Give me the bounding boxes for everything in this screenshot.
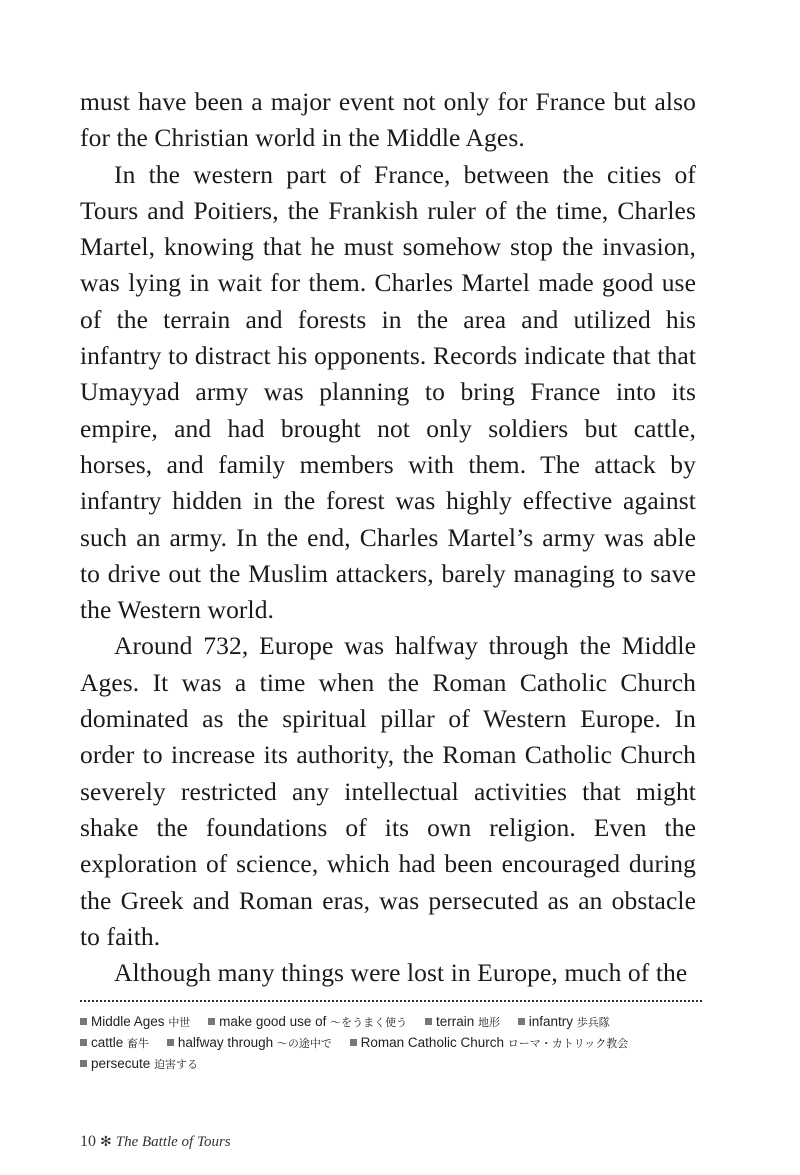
square-bullet-icon [80,1060,87,1067]
paragraph-continued: must have been a major event not only for France but also for the Christian world in the Middle Ages. [80,87,696,153]
glossary-term: cattle [91,1035,124,1050]
asterisk-ornament-icon: ✻ [100,1135,112,1150]
glossary-translation: 迫害する [154,1059,199,1071]
glossary-translation: 中世 [168,1017,191,1029]
glossary-term: Middle Ages [91,1014,165,1029]
glossary-item [425,1014,500,1029]
paragraph: Although many things were lost in Europe, much of the [114,958,688,988]
square-bullet-icon [518,1018,525,1025]
paragraph: In the western part of France, between the cities of Tours and Poitiers, the Frankish ruler of the time, Charles Martel, knowing that he must somehow stop the invasion, was lying in wait for them. Charles Martel made good use of the terrain and forests in the area and utilized his infantry to distract his opponents. Records indicate that that Umayyad army was planning to bring France into its empire, and had brought not only soldiers but cattle, horses, and family members with them. The attack by infantry hidden in the forest was highly effective against such an army. In the end, Charles Martel’s army was able to drive out the Muslim attackers, barely managing to save the Western world. [80,159,696,625]
glossary [80,1012,710,1075]
body-text [80,84,696,991]
glossary-term: persecute [91,1056,151,1071]
glossary-translation: 畜牛 [127,1038,150,1050]
square-bullet-icon [208,1018,215,1025]
square-bullet-icon [80,1018,87,1025]
glossary-item [80,1056,198,1071]
glossary-term: infantry [528,1014,574,1029]
glossary-translation: 歩兵隊 [576,1017,610,1029]
square-bullet-icon [167,1039,174,1046]
page-number: 10 [80,1133,96,1150]
glossary-translation: ローマ・カトリック教会 [507,1038,629,1050]
glossary-translation: 地形 [477,1017,500,1029]
glossary-item [167,1035,332,1050]
square-bullet-icon [80,1039,87,1046]
paragraph: Around 732, Europe was halfway through the Middle Ages. It was a time when the Roman Catholic Church dominated as the spiritual pillar of Western Europe. In order to increase its authority, the Roman Catholic Church severely restricted any intellectual activities that might shake the foundations of its own religion. Even the exploration of science, which had been encouraged during the Greek and Roman eras, was persecuted as an obstacle to faith. [80,631,696,951]
glossary-item [80,1014,190,1029]
page-footer [80,1133,231,1151]
glossary-term: terrain [435,1014,475,1029]
running-title: The Battle of Tours [115,1134,231,1150]
glossary-item [208,1014,407,1029]
glossary-translation: 〜をうまく使う [330,1017,408,1029]
glossary-row [80,1012,710,1033]
glossary-item [80,1035,149,1050]
dotted-divider [80,1000,702,1002]
square-bullet-icon [425,1018,432,1025]
glossary-item [518,1014,610,1029]
glossary-term: halfway through [177,1035,274,1050]
glossary-term: make good use of [219,1014,327,1029]
glossary-row [80,1054,710,1075]
glossary-term: Roman Catholic Church [360,1035,504,1050]
glossary-translation: 〜の途中で [276,1038,332,1050]
glossary-item [350,1035,629,1050]
square-bullet-icon [350,1039,357,1046]
glossary-row [80,1033,710,1054]
